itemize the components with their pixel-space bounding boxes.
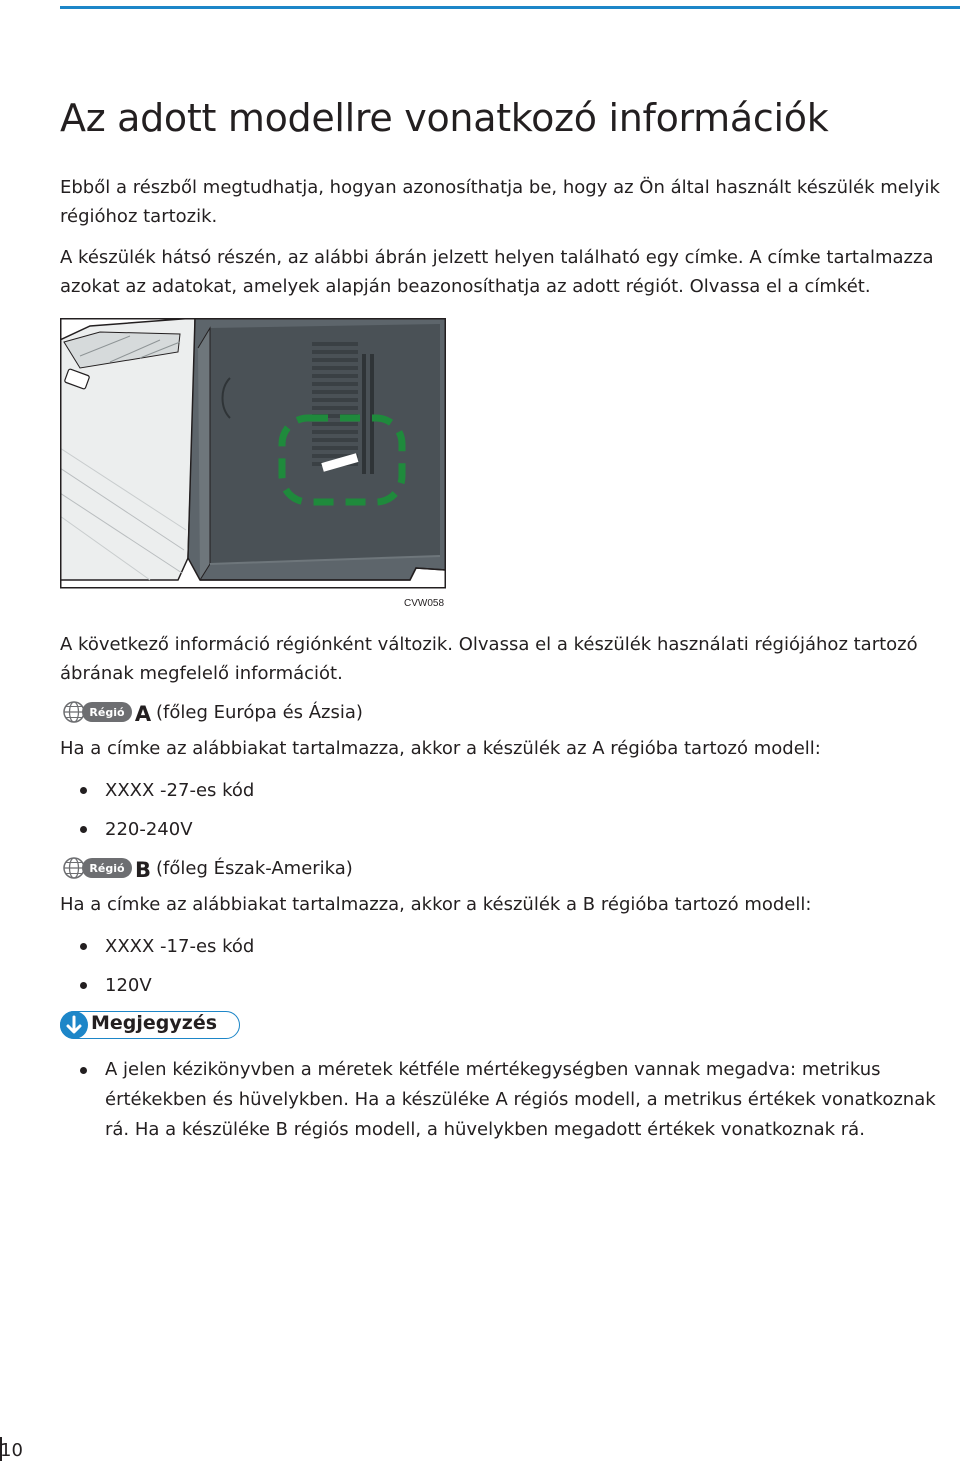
region-a-heading bbox=[60, 699, 363, 725]
list-item-text: 220-240V bbox=[105, 819, 193, 840]
note-header bbox=[60, 1011, 240, 1039]
region-b-letter: B bbox=[134, 858, 152, 881]
region-a-letter: A bbox=[134, 702, 152, 725]
region-b-note: (főleg Észak-Amerika) bbox=[156, 857, 353, 879]
list-item-text: 120V bbox=[105, 975, 152, 996]
bullet-dot bbox=[80, 826, 87, 833]
bullet-dot bbox=[80, 943, 87, 950]
list-item-text: XXXX -27-es kód bbox=[105, 780, 255, 801]
page-number: 10 bbox=[0, 1440, 23, 1461]
note-list-item bbox=[80, 1055, 942, 1145]
region-a-badge bbox=[60, 699, 154, 725]
region-b-badge bbox=[60, 855, 154, 881]
device-label-figure bbox=[60, 318, 446, 610]
intro-paragraph: Ebből a részből megtudhatja, hogyan azonosíthatja be, hogy az Ön által használt készülék melyik régióhoz tartozik. bbox=[60, 177, 940, 227]
top-rule bbox=[60, 6, 960, 9]
region-b-badge-label: Régió bbox=[89, 862, 125, 875]
region-a-badge-label: Régió bbox=[89, 706, 125, 719]
page-title: Az adott modellre vonatkozó információk bbox=[60, 96, 829, 140]
globe-icon bbox=[64, 858, 84, 878]
bullet-dot bbox=[80, 1067, 87, 1074]
region-b-heading bbox=[60, 855, 353, 881]
region-a-note: (főleg Európa és Ázsia) bbox=[156, 701, 363, 723]
label-location-paragraph: A készülék hátsó részén, az alábbi ábrán jelzett helyen található egy címke. A címke tartalmazza azokat az adatokat, amelyek alapján beazonosíthatja az adott régiót. Olvassa el a címkét. bbox=[60, 247, 934, 297]
region-varies-paragraph: A következő információ régiónként változik. Olvassa el a készülék használati régiójához tartozó ábrának megfelelő információt. bbox=[60, 634, 918, 684]
bullet-dot bbox=[80, 787, 87, 794]
bullet-dot bbox=[80, 982, 87, 989]
globe-icon bbox=[64, 702, 84, 722]
region-a-description: Ha a címke az alábbiakat tartalmazza, akkor a készülék az A régióba tartozó modell: bbox=[60, 738, 821, 759]
note-text: A jelen kézikönyvben a méretek kétféle mértékegységben vannak megadva: metrikus értékekben és hüvelykben. Ha a készüléke A régiós modell, a metrikus értékek vonatkoznak rá. Ha a készüléke B régiós modell, a hüvelykben megadott értékek vonatkoznak rá. bbox=[105, 1059, 936, 1140]
region-b-description: Ha a címke az alábbiakat tartalmazza, akkor a készülék a B régióba tartozó modell: bbox=[60, 894, 812, 915]
printer-rear-illustration bbox=[60, 318, 446, 610]
note-title: Megjegyzés bbox=[91, 1012, 218, 1034]
figure-code: CVW058 bbox=[403, 598, 444, 609]
arrow-down-icon bbox=[60, 1011, 88, 1039]
note-badge bbox=[60, 1011, 88, 1039]
list-item-text: XXXX -17-es kód bbox=[105, 936, 255, 957]
